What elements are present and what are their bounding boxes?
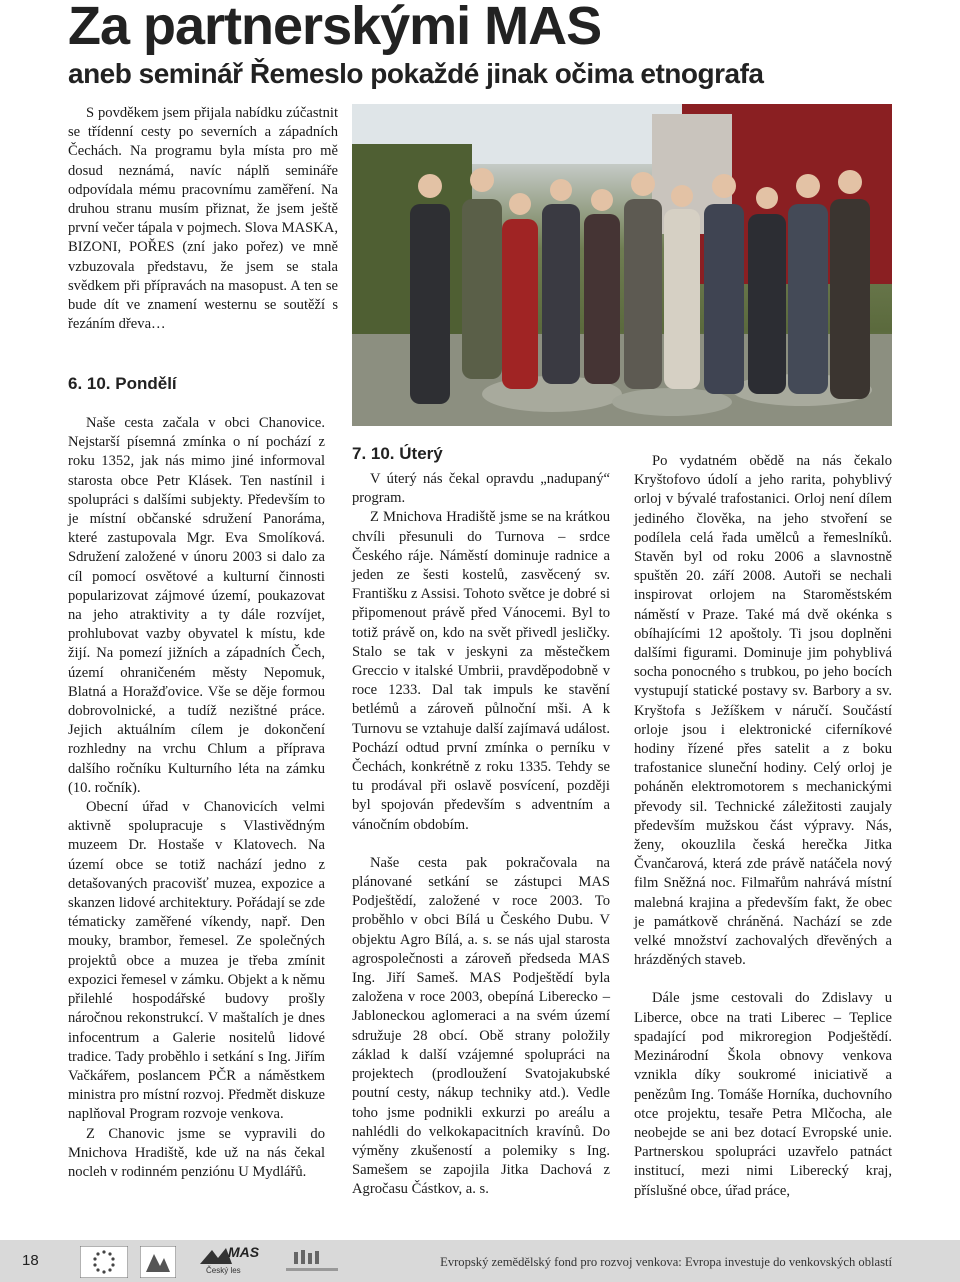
intro-column	[68, 104, 338, 334]
monday-paragraph: Z Chanovic jsme se vypravili do Mnichova Hradiště, kde už na nás čekal nocleh v rodinném penziónu U Mydlářů.	[68, 1125, 325, 1180]
monday-paragraph: Naše cesta začala v obci Chanovice. Nejstarší písemná zmínka o ní pochází z roku 1352, jak nás mimo jiné informoval starosta obce Petr Klásek. Ten nastínil i spolupráci s dalšími subjekty. Především to je místní občanské sdružení Panoráma, které zastupovala Mgr. Eva Smolíková. Sdružení založené v únoru 2003 si dalo za cíl pomocí osvětové a kulturní činnosti popularizovat zájmové území, poukazovat na jeho atraktivity a ty dále rozvíjet, prohlubovat vazby obyvatel k místu, kde žijí. Na pomezí jižních a západních Čech, území ohraničeném městy Nepomuk, Blatná a Horažďovice. Vše se děje formou dobrovolnické, a tudíž nezištné práce. Jejich aktuálním cílem je dokončení rozhledny na vrchu Chlum a příprava dalšího ročníku Kulturního léta na zámku (10. ročník).	[68, 415, 325, 796]
right-paragraph: Dále jsme cestovali do Zdislavy u Liberce, obce na trati Liberec – Teplice spadající pod mikroregion Podještědí. Mezinárodní Škola obnovy venkova vznikla díky soukromé iniciativě a penězům Ing. Tomáše Horníka, duchovního otce projektu, tesaře Petra Mlčocha, ale neobejde se ani bez dotací Evropské unie. Partnerskou spolupráci uzavřelo patnáct institucí, mezi nimi Liberecký kraj, příslušné obce, úřad práce,	[634, 990, 892, 1199]
tuesday-paragraph: Z Mnichova Hradiště jsme se na krátkou chvíli přesunuli do Turnova – srdce Českého ráje. Náměstí dominuje radnice a jeden ze šesti kostelů, zasvěcený sv. Františku z Assisi. Tohoto světce je dobré si připomenout právě před Vánocemi. Byl to totiž právě on, kdo na svět přivedl jesličky. Stalo se tak v jeskyni za městečkem Greccio v italské Umbrii, pravděpodobně v roce 1233. Dal tak impuls ke stavění betlémů a zároveň půlnoční mši. A k Turnovu se vztahuje další zajímavá událost. Pochází odtud první zmínka o perníku v Čechách, konkrétně z roku 1335. Tehdy se tu prodával při oslavě posvícení, později byl spojován především s adventním a vánočním obdobím.	[352, 509, 610, 833]
mas-cesky-les-logo	[198, 1246, 268, 1278]
page-number: 18	[22, 1252, 39, 1269]
leader-logo	[140, 1246, 176, 1278]
right-column	[634, 452, 892, 1201]
monday-column	[68, 414, 325, 1182]
tuesday-paragraph: Naše cesta pak pokračovala na plánované setkání se zástupci MAS Podještědí, založené v roce 2003. To proběhlo v obci Bílá u Českého Dubu. V objektu Agro Bílá, a. s. se nás ujal starosta agrospolečnosti a zároveň předseda MAS Ing. Jiří Sameš. MAS Podještědí byla založena v roce 2003, obepíná Liberecko – Jabloneckou aglomeraci a na svém území sdružuje 28 obcí. Obě strany položily základ k další vzájemné spolupráci na projektech (prodloužení Svatojakubské poutní cesty, nákup techniky atd.). Vedle toho jsme podnikli exkurzi po areálu a nahlédli do velkokapacitních kravínů. Do výměny zkušeností a polemiky s Ing. Samešem se zapojila Jitka Dachová z Agročasu Částkov, a. s.	[352, 854, 610, 1198]
right-paragraph: Po vydatném obědě na nás čekalo Kryštofovo údolí a jeho rarita, pohyblivý orloj v bývalé trafostanici. Orloj není dílem jediného člověka, na jeho stvoření se podílela celá řada umělců a řemeslníků. Stavěn byl od roku 2006 a slavnostně spuštěn 20. září 2008. Autoři se nechali inspirovat orlojem na Staroměstském náměstí v Praze. Také má dvě okénka s obíhajícími 12 apoštoly. Ti jsou doplněni dalšími figurami. Dominuje jim pohyblivá socha ponocného s trubkou, po jeho bocích vystupují statické postavy sv. Barbory a sv. Kryštofa s Ježíškem v náručí. Součástí orloje jsou i elektronické ciferníkové hodiny řízené přes satelit a z boku trafostanice sluneční hodiny. Celý orloj je poháněn elektromotorem s mechanickými převody sil. Technické záležitosti zaujaly především mužskou část výpravy. Nás, ženy, okouzlila česká herečka Jitka Čvančarová, která zde právě natáčela nový film Sněžná noc. Filmařům nahrává místní malebná krajina a především fakt, že obec je památkově chráněná. Nachází se zde velké množství zachovalých dřevěných a hrázděných staveb.	[634, 453, 892, 969]
article-subtitle	[68, 56, 763, 92]
monday-paragraph: Obecní úřad v Chanovicích velmi aktivně spolupracuje s Vlastivědným muzeem Dr. Hostaše v Klatovech. Na území obce se totiž nachází jedno z detašovaných pracovišť muzea, expozice a skanzen lidové architektury. Pořádají se zde tématicky zaměřené víkendy, např. Den mouky, brambor, řemesel. Ze společných projektů obce a muzea je třeba zmínit expozici řemesel v zámku. Objekt a k němu přilehlé hospodářské budovy prošly náročnou rekonstrukcí. V maštalích je dnes infocentrum a Galerie nositelů lidové tradice. Tady proběhlo i setkání s Ing. Jiřím Vačkářem, poslancem PČR a náměstkem ministra pro místní rozvoj. Předmět diskuze naplňoval Program rozvoje venkova.	[68, 799, 325, 1123]
program-rozvoje-venkova-logo	[282, 1246, 342, 1278]
group-photo-illustration	[352, 104, 892, 426]
tuesday-paragraph: V úterý nás čekal opravdu „nadupaný“ program.	[352, 471, 610, 507]
eu-flag-icon	[80, 1246, 128, 1278]
page-footer	[0, 1240, 960, 1282]
tuesday-column	[352, 470, 610, 1200]
mas-logo-sub: Český les	[206, 1266, 241, 1275]
section-heading-tuesday: 7. 10. Úterý	[352, 444, 443, 463]
footer-fund-text: Evropský zemědělský fond pro rozvoj venkova: Evropa investuje do venkovských oblastí	[440, 1255, 892, 1269]
mas-logo-text: MAS	[228, 1244, 260, 1260]
group-photo	[352, 104, 892, 426]
intro-paragraph: S povděkem jsem přijala nabídku zúčastnit se třídenní cesty po severních a západních Čechách. Na programu byla místa pro mě dosud neznámá, navíc náplň semináře odpovídala mému pracovnímu zaměření. Na druhou stranu musím přiznat, že jsem ještě první večer tápala v pojmech. Slova MASKA, BIZONI, POŘES (zní jako pořez) ve mně vzbuzovala představu, že jsem se stala svědkem při přípravách na masopust. A ten se bude dít ve znamení westernu se soutěží s řezáním dřeva…	[68, 105, 338, 333]
subtitle-prefix: aneb	[68, 58, 132, 89]
section-heading-monday: 6. 10. Pondělí	[68, 374, 177, 393]
article-title: Za partnerskými MAS	[68, 0, 602, 56]
subtitle-bold: seminář Řemeslo pokaždé jinak očima etnografa	[138, 58, 764, 89]
